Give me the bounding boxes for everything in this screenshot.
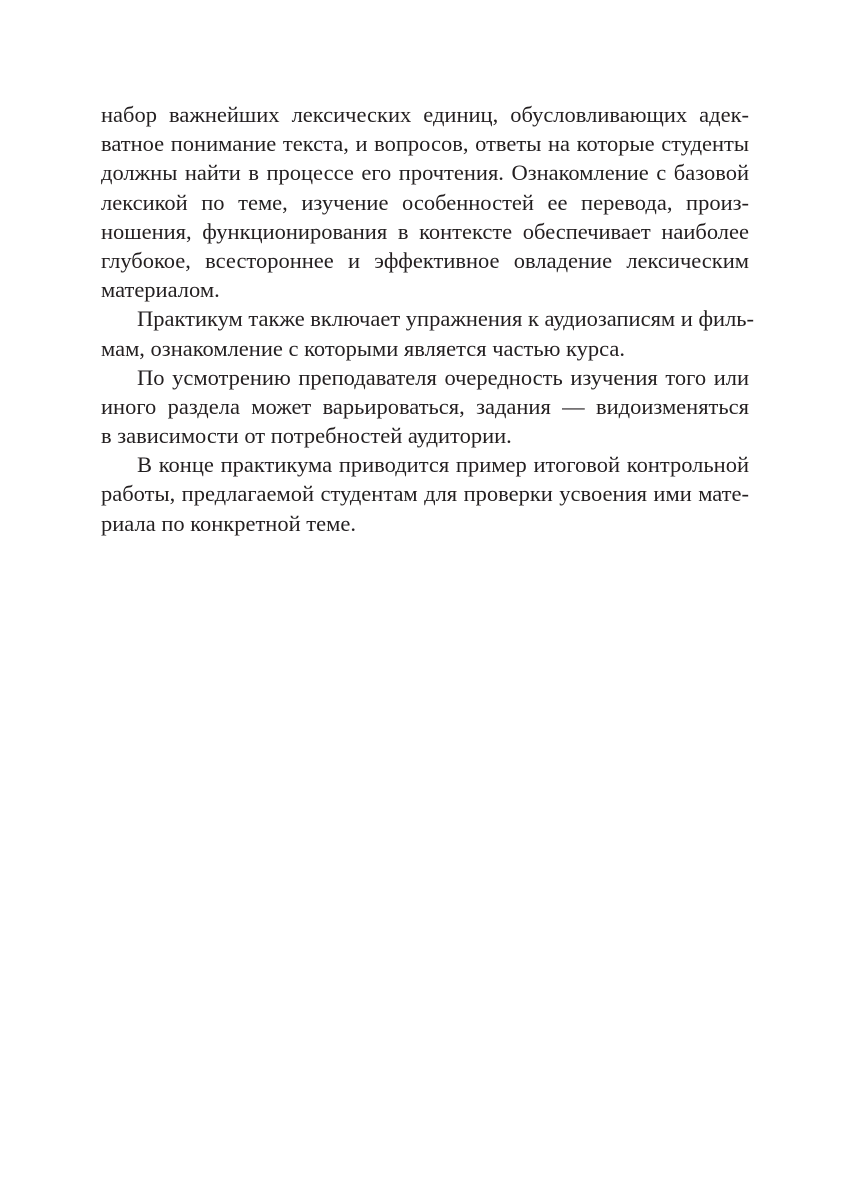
text-line: работы, предлагаемой студентам для проверки усвоения ими мате- [101,481,749,507]
text-line: материалом. [101,277,220,303]
text-line: набор важнейших лексических единиц, обусловливающих адек- [101,102,749,127]
paragraph-1 [101,100,749,304]
paragraph-2 [101,304,755,362]
text-line: Практикум также включает упражнения к аудиозаписям и филь- [137,306,755,332]
text-line: мам, ознакомление с которыми является частью курса. [101,335,626,361]
text-line: иного раздела может варьироваться, задания — видоизменяться [101,393,749,419]
text-line: лексикой по теме, изучение особенностей ее перевода, произ- [101,189,749,215]
paragraph-4 [101,450,749,538]
text-line: По усмотрению преподавателя очередность изучения того или [137,364,749,390]
body-text [101,100,755,538]
text-line: в зависимости от потребностей аудитории. [101,423,512,449]
text-line: риала по конкретной теме. [101,510,356,536]
text-line: В конце практикума приводится пример итоговой контрольной [137,452,749,478]
paragraph-3 [101,363,749,451]
text-line: ношения, функционирования в контексте обеспечивает наиболее [101,218,749,244]
text-line: ватное понимание текста, и вопросов, ответы на которые студенты [101,131,749,157]
text-line: глубокое, всестороннее и эффективное овладение лексическим [101,247,749,273]
text-line: должны найти в процессе его прочтения. Ознакомление с базовой [101,160,749,186]
